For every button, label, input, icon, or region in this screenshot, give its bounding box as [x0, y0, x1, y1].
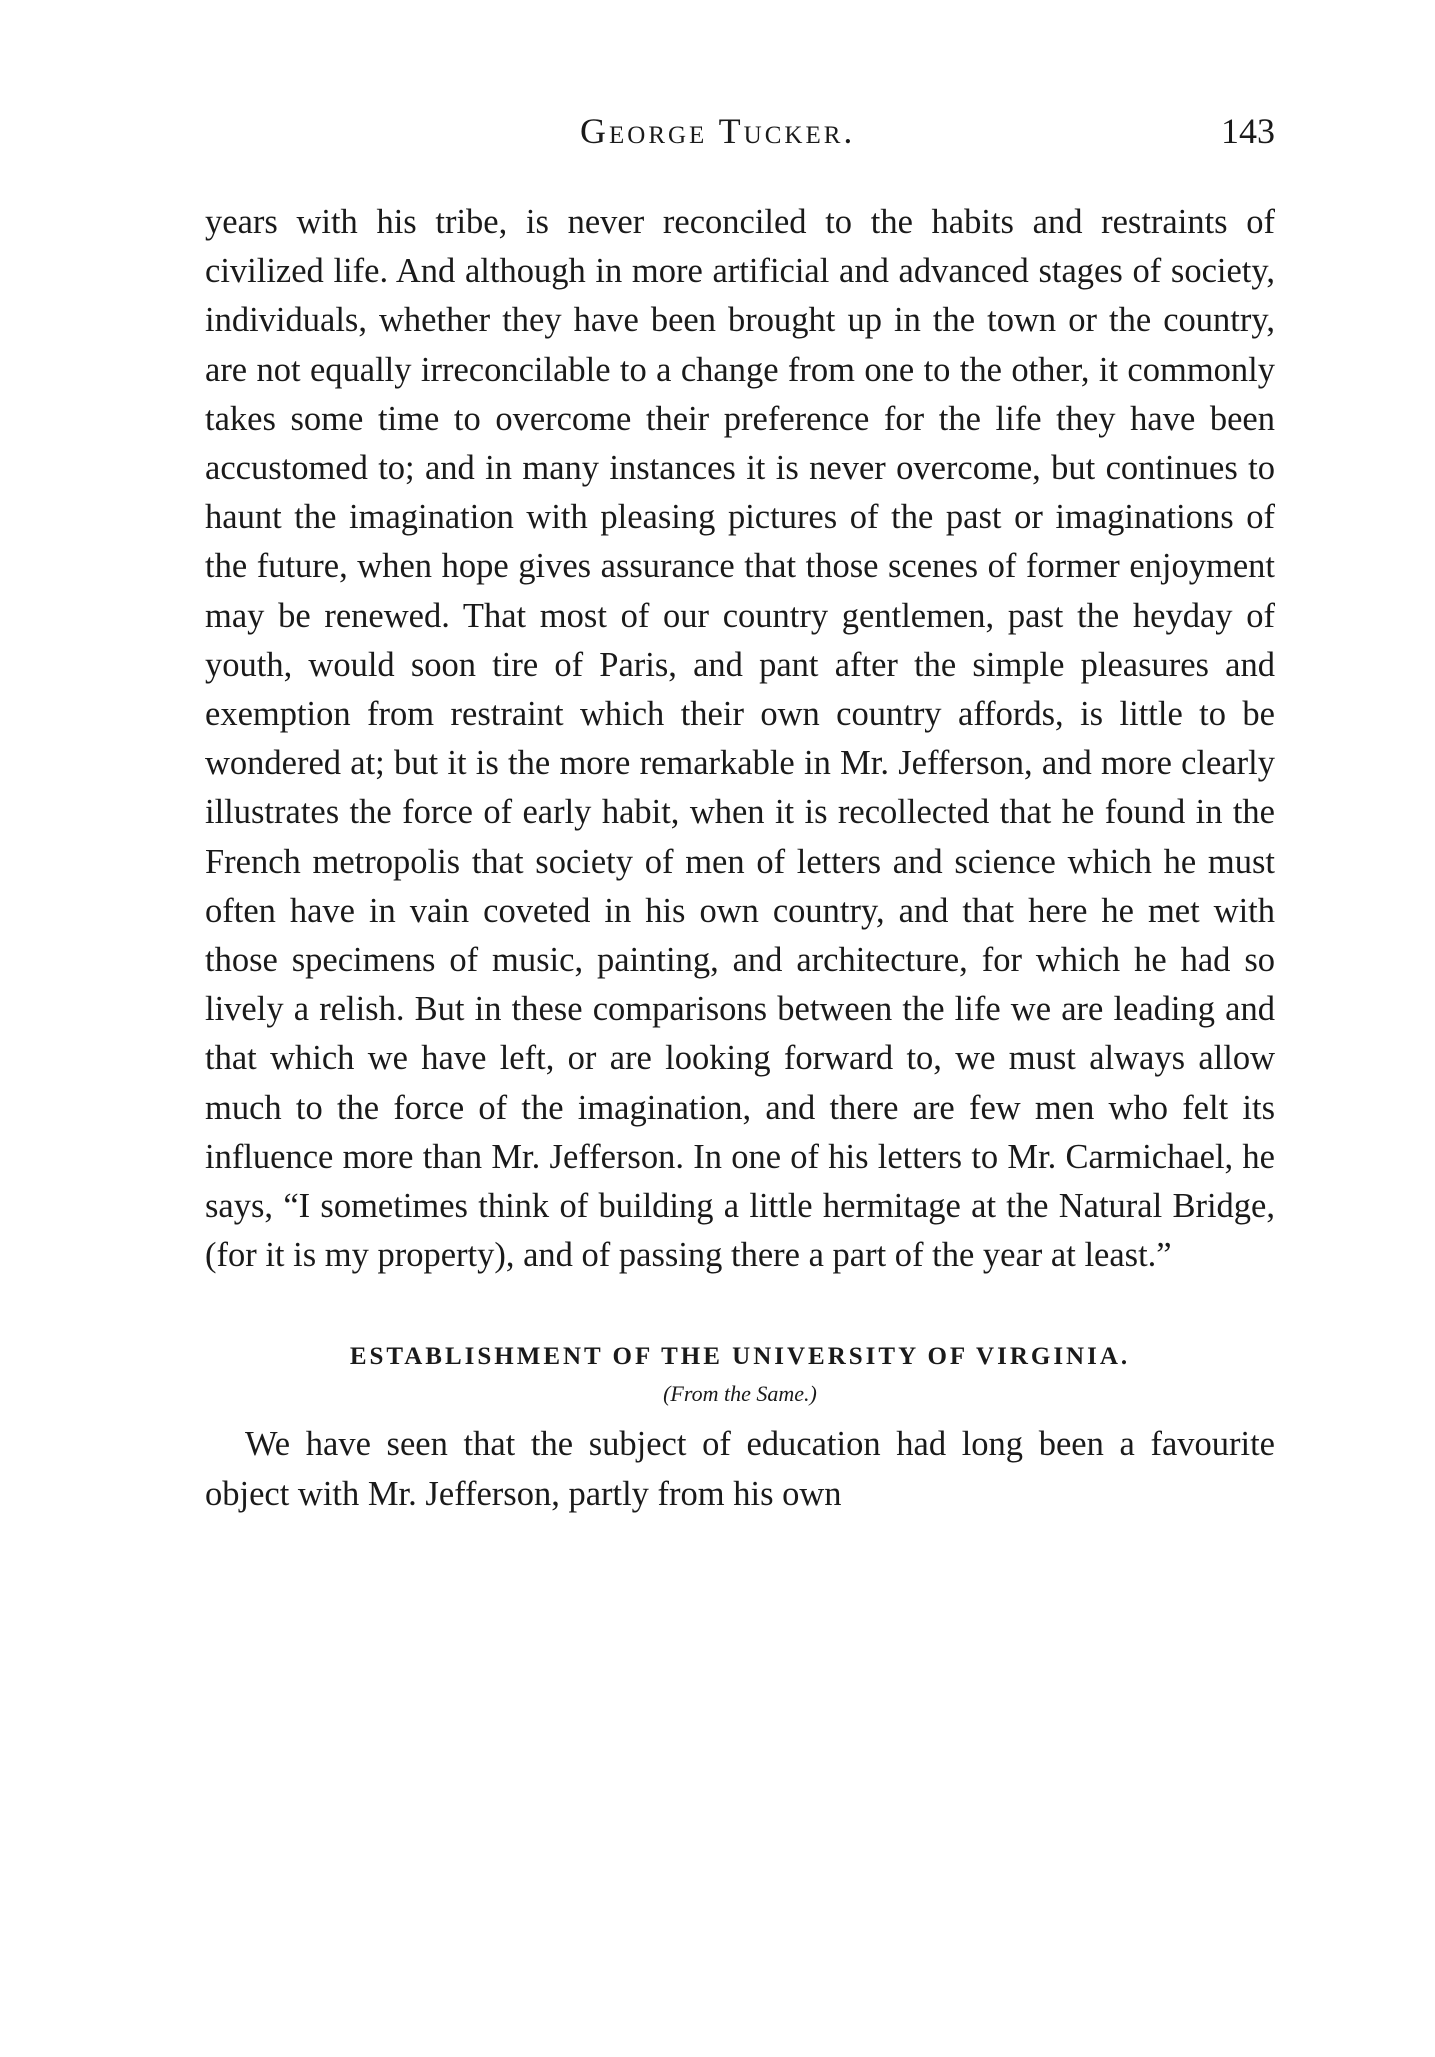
section-heading: ESTABLISHMENT OF THE UNIVERSITY OF VIRGINIA.: [349, 1343, 1131, 1371]
section-source-note: (From the Same.): [663, 1381, 817, 1407]
book-page: [205, 110, 1275, 1553]
paragraph-continued: years with his tribe, is never reconciled to the habits and restraints of civilized life. And although in more artificial and advanced stages of society, individuals, whether they have been brought up in the town or the country, are not equally irreconcilable to a change from one to the other, it commonly takes some time to overcome their preference for the life they have been accustomed to; and in many instances it is never overcome, but continues to haunt the imagination with pleasing pictures of the past or imaginations of the future, when hope gives assurance that those scenes of former enjoyment may be renewed. That most of our country gentlemen, past the heyday of youth, would soon tire of Paris, and pant after the simple pleasures and exemption from restraint which their own country affords, is little to be wondered at; but it is the more remarkable in Mr. Jefferson, and more clearly illustrates the force of early habit, when it is recollected that he found in the French metropolis that society of men of letters and science which he must often have in vain coveted in his own country, and that here he met with those specimens of music, painting, and architecture, for which he had so lively a relish. But in these comparisons between the life we are leading and that which we have left, or are looking forward to, we must always allow much to the force of the imagination, and there are few men who felt its influence more than Mr. Jefferson. In one of his letters to Mr. Carmichael, he says, “I sometimes think of building a little hermitage at the Natural Bridge, (for it is my property), and of passing there a part of the year at least.”: [205, 203, 1275, 1275]
running-head: [205, 110, 1275, 170]
running-title: George Tucker.: [580, 111, 856, 151]
paragraph-new-section: We have seen that the subject of education had long been a favourite object with Mr. Jefferson, partly from his own: [205, 1425, 1275, 1513]
page-number: 143: [1221, 111, 1275, 151]
body-text: [205, 198, 1275, 1280]
